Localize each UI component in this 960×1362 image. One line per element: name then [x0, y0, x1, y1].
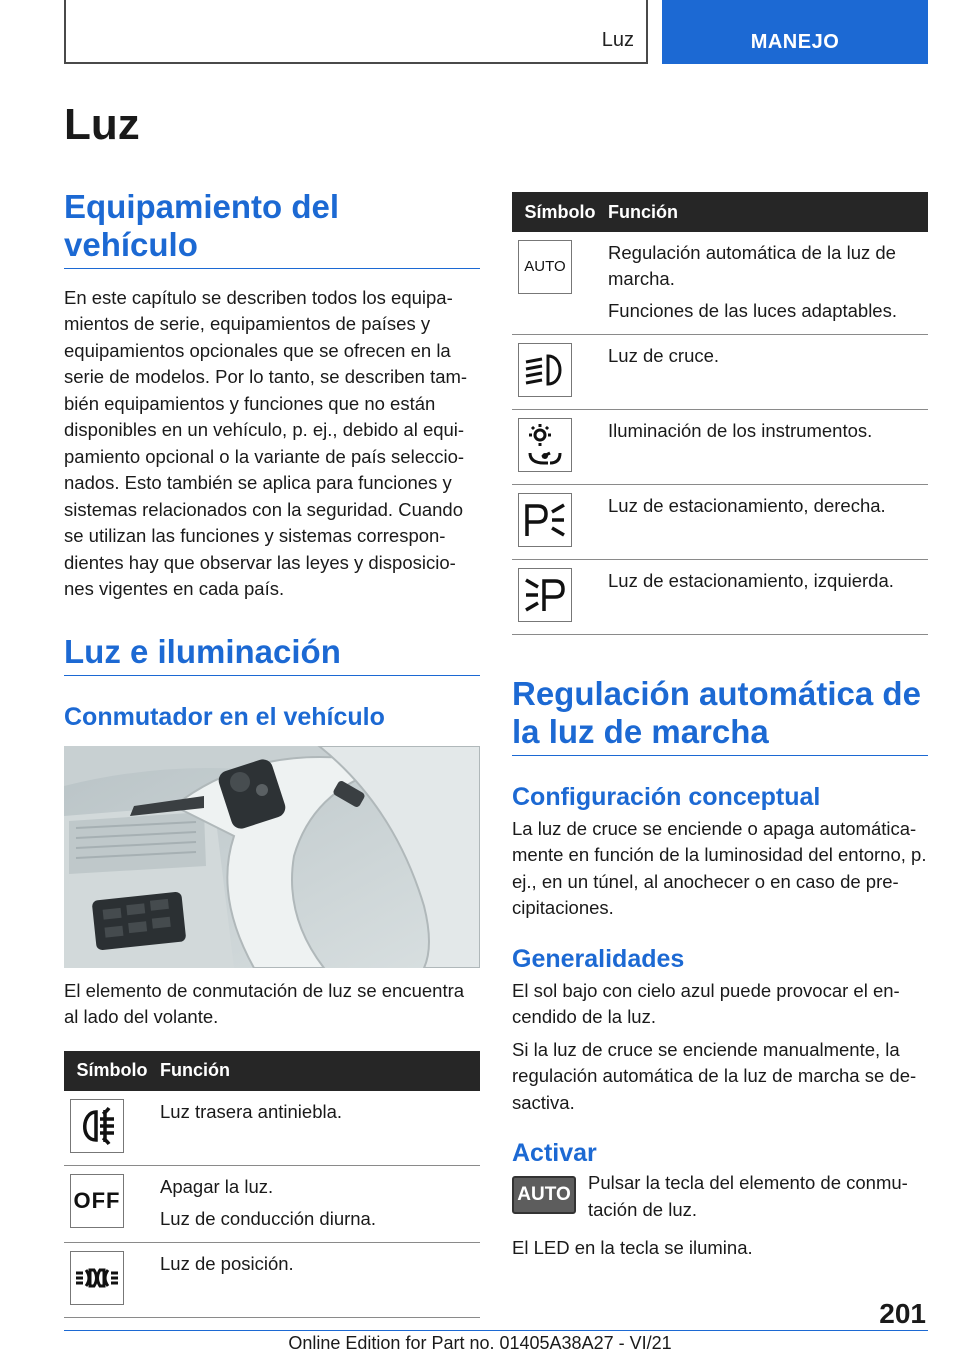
- table-row: [512, 232, 928, 335]
- equipamiento-text: En este capítulo se describen todos los equipa-mientos de serie, equipamientos de países y equipamientos opcionales que se ofrecen en la serie de modelos. Por lo tanto, se describen tam-bién equipamientos y funciones que no están disponibles en un vehículo, p. ej., debido al equi-pamiento opcional o la variante de país seleccio-nados. Esto también se aplica para funciones y sistemas relacionados con la seguridad. Cuando se utilizan las funciones y sistemas correspon-dientes hay que observar las leyes y disposicio-nes vigentes en cada país.: [64, 286, 468, 600]
- right-column: [512, 192, 928, 1262]
- table-row: [512, 485, 928, 560]
- header-section-title: Luz: [601, 29, 634, 51]
- activar-row: [512, 1170, 928, 1223]
- row-text: Regulación automática de la luz de marcha.: [608, 242, 896, 289]
- row-text: Apagar la luz.: [160, 1175, 274, 1197]
- led-text: El LED en la tecla se ilumina.: [512, 1237, 753, 1259]
- table-header-symbol: Símbolo: [64, 1051, 160, 1091]
- conmutador-caption: El elemento de conmutación de luz se encuentra al lado del volante.: [64, 979, 465, 1028]
- heading-configuracion: Configuración conceptual: [512, 782, 821, 811]
- row-text: Luz de posición.: [160, 1252, 294, 1274]
- generalidades-text-1: El sol bajo con cielo azul puede provocar el en-cendido de la luz.: [512, 979, 900, 1028]
- table-row: [512, 560, 928, 635]
- parking-light-right-icon: [518, 493, 572, 547]
- configuracion-text: La luz de cruce se enciende o apaga automática-mente en función de la luminosidad del entorno, p. ej., en un túnel, al anochecer o en caso de pre-cipitaciones.: [512, 817, 927, 919]
- symbol-table-left: [64, 1051, 480, 1318]
- row-text: Luz de estacionamiento, derecha.: [608, 495, 886, 516]
- instrument-lighting-icon: [518, 418, 572, 472]
- heading-generalidades: Generalidades: [512, 944, 685, 973]
- heading-regulacion: Regulación automática de la luz de marcha: [512, 675, 928, 756]
- table-row: [64, 1165, 480, 1242]
- row-text: Luz de cruce.: [608, 345, 720, 366]
- steering-column-light-switch-photo: [64, 746, 480, 968]
- position-light-icon: [70, 1251, 124, 1305]
- auto-icon: AUTO: [518, 240, 572, 294]
- header-section-box: [64, 0, 648, 64]
- row-text: Luz trasera antiniebla.: [160, 1100, 343, 1122]
- table-row: [512, 410, 928, 485]
- heading-conmutador: Conmutador en el vehículo: [64, 702, 385, 731]
- header-chapter-tab[interactable]: [662, 0, 928, 64]
- table-row: [64, 1242, 480, 1317]
- table-header-symbol: Símbolo: [512, 192, 608, 232]
- footer-rule: [64, 1330, 928, 1331]
- symbol-table-right: [512, 192, 928, 635]
- generalidades-text-2: Si la luz de cruce se enciende manualmente, la regulación automática de la luz de marcha se de-sactiva.: [512, 1038, 917, 1113]
- parking-light-left-icon: [518, 568, 572, 622]
- row-text: Iluminación de los instrumentos.: [608, 420, 873, 441]
- activar-text: Pulsar la tecla del elemento de conmu-tación de luz.: [588, 1172, 908, 1220]
- page-title: Luz: [64, 100, 140, 149]
- off-icon: OFF: [70, 1174, 124, 1228]
- heading-luz-iluminacion: Luz e iluminación: [64, 633, 480, 676]
- row-text: Luz de conducción diurna.: [160, 1207, 376, 1229]
- table-row: [64, 1091, 480, 1166]
- row-text: Funciones de las luces adaptables.: [608, 300, 897, 321]
- header-chapter-label: MANEJO: [750, 31, 840, 53]
- table-header-function: Función: [608, 192, 928, 232]
- table-row: [512, 335, 928, 410]
- heading-activar: Activar: [512, 1139, 597, 1168]
- heading-equipamiento: Equipamiento del vehículo: [64, 188, 480, 269]
- table-header-function: Función: [160, 1051, 480, 1091]
- left-column: [64, 188, 480, 1318]
- footer-edition: Online Edition for Part no. 01405A38A27 - VI/21: [288, 1333, 672, 1353]
- row-text: Luz de estacionamiento, izquierda.: [608, 570, 894, 591]
- page-number: 201: [879, 1298, 926, 1329]
- auto-button-icon: AUTO: [512, 1176, 576, 1214]
- rear-fog-light-icon: [70, 1099, 124, 1153]
- low-beam-icon: [518, 343, 572, 397]
